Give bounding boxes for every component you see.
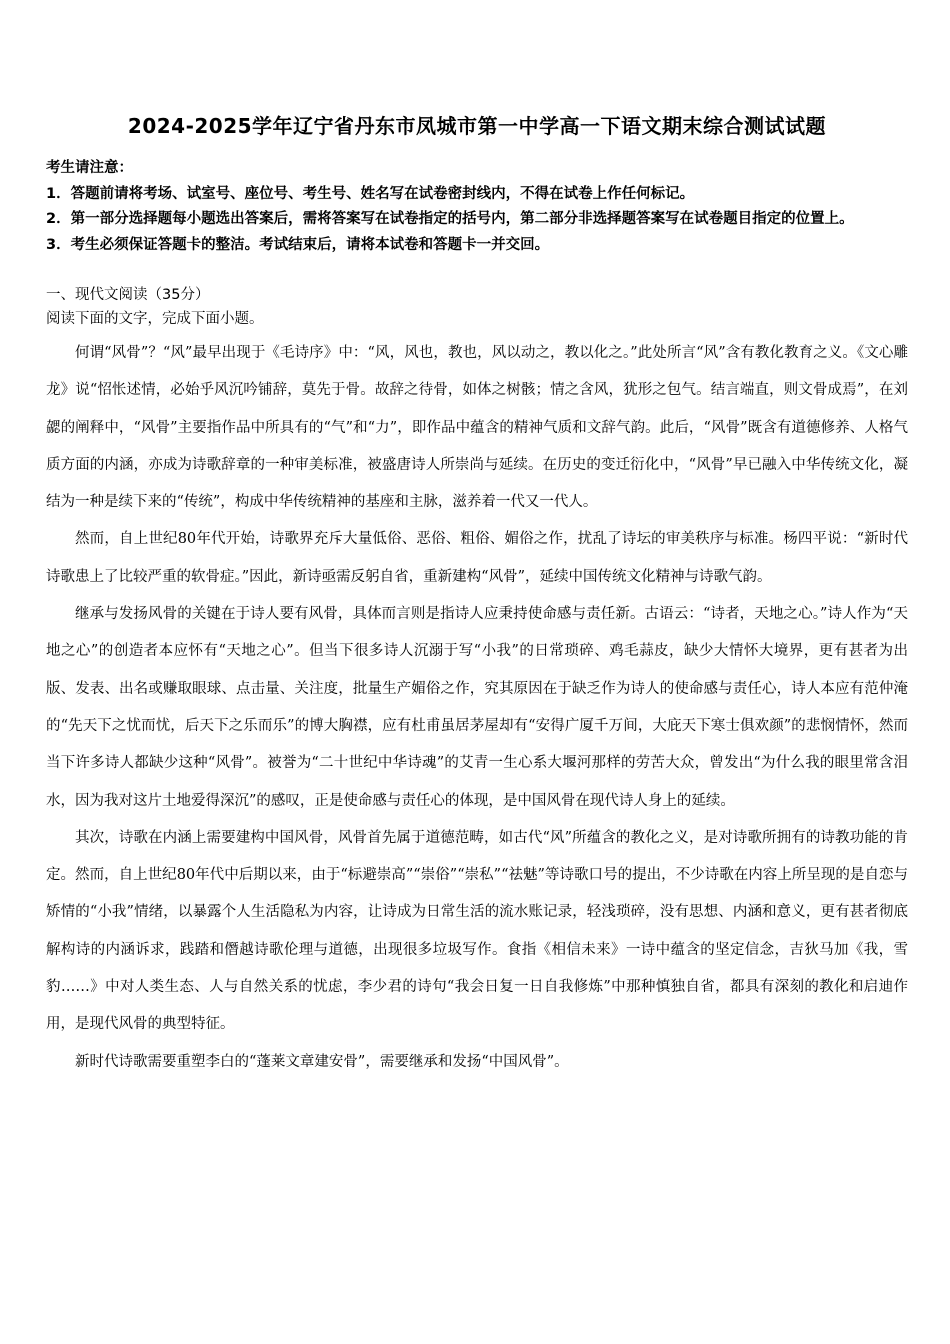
passage-paragraph: 新时代诗歌需要重塑李白的“蓬莱文章建安骨”，需要继承和发扬“中国风骨”。 xyxy=(75,1053,569,1070)
notice-item: 3．考生必须保证答题卡的整洁。考试结束后，请将本试卷和答题卡一并交回。 xyxy=(46,236,550,253)
passage-paragraph: 继承与发扬风骨的关键在于诗人要有风骨，具体而言则是指诗人应秉持使命感与责任新。古语云：“诗者，天地之心。”诗人作为“天地之心”的创造者本应怀有“天地之心”。但当下很多诗人沉溺于写“小我”的日常琐碎、鸡毛蒜皮，缺少大情怀大境界，更有甚者为出版、发表、出名或赚取眼球、点击量、关注度，批量生产媚俗之作，究其原因在于缺乏作为诗人的使命感与责任心，诗人本应有范仲淹的“先天下之忧而忧，后天下之乐而乐”的博大胸襟，应有杜甫虽居茅屋却有“安得广厦千万间，大庇天下寒士俱欢颜”的悲悯情怀，然而当下许多诗人都缺少这种“风骨”。被誉为“二十世纪中华诗魂”的艾青一生心系大堰河那样的劳苦大众，曾发出“为什么我的眼里常含泪水，因为我对这片土地爱得深沉”的感叹，正是使命感与责任心的体现，是中国风骨在现代诗人身上的延续。 xyxy=(46,606,908,809)
exam-page xyxy=(46,110,908,1081)
reading-passage xyxy=(46,335,908,1081)
passage-paragraph: 然而，自上世纪80年代开始，诗歌界充斥大量低俗、恶俗、粗俗、媚俗之作，扰乱了诗坛的审美秩序与标准。杨四平说：“新时代诗歌患上了比较严重的软骨症。”因此，新诗亟需反躬自省，重新建构“风骨”，延续中国传统文化精神与诗歌气韵。 xyxy=(46,531,908,585)
notice-heading: 考生请注意： xyxy=(46,160,133,176)
notice-block xyxy=(46,156,908,258)
exam-title: 2024-2025学年辽宁省丹东市凤城市第一中学高一下语文期末综合测试试题 xyxy=(127,114,827,138)
notice-item: 2．第一部分选择题每小题选出答案后，需将答案写在试卷指定的括号内，第二部分非选择题答案写在试卷题目指定的位置上。 xyxy=(46,211,854,227)
passage-paragraph: 其次，诗歌在内涵上需要建构中国风骨，风骨首先属于道德范畴，如古代“风”所蕴含的教化之义，是对诗歌所拥有的诗教功能的肯定。然而，自上世纪80年代中后期以来，由于“标避崇高”“崇俗”“崇私”“祛魅”等诗歌口号的提出，不少诗歌在内容上所呈现的是自恋与矫情的“小我”情绪，以暴露个人生活隐私为内容，让诗成为日常生活的流水账记录，轻浅琐碎，没有思想、内涵和意义，更有甚者彻底解构诗的内涵诉求，践踏和僭越诗歌伦理与道德，出现很多垃圾写作。食指《相信未来》一诗中蕴含的坚定信念，吉狄马加《我，雪豹……》中对人类生态、人与自然关系的忧虑，李少君的诗句“我会日复一日自我修炼”中那种慎独自省，都具有深刻的教化和启迪作用，是现代风骨的典型特征。 xyxy=(46,829,908,1033)
section-heading: 一、现代文阅读（35分） xyxy=(46,287,210,303)
section-instruction: 阅读下面的文字，完成下面小题。 xyxy=(46,311,264,327)
notice-item: 1．答题前请将考场、试室号、座位号、考生号、姓名写在试卷密封线内，不得在试卷上作任何标记。 xyxy=(46,185,695,202)
passage-paragraph: 何谓“风骨”？“风”最早出现于《毛诗序》中：“风，风也，教也，风以动之，教以化之。”此处所言“风”含有教化教育之义。《文心雕龙》说“怊怅述情，必始乎风沉吟铺辞，莫先于骨。故辞之待骨，如体之树骸；情之含风，犹形之包气。结言端直，则文骨成焉”，在刘勰的阐释中，“风骨”主要指作品中所具有的“气”和“力”，即作品中蕴含的精神气质和文辞气韵。此后，“风骨”既含有道德修养、人格气质方面的内涵，亦成为诗歌辞章的一种审美标准，被盛唐诗人所崇尚与延续。在历史的变迁衍化中，“风骨”早已融入中华传统文化，凝结为一种是续下来的“传统”，构成中华传统精神的基座和主脉，滋养着一代又一代人。 xyxy=(46,345,908,511)
